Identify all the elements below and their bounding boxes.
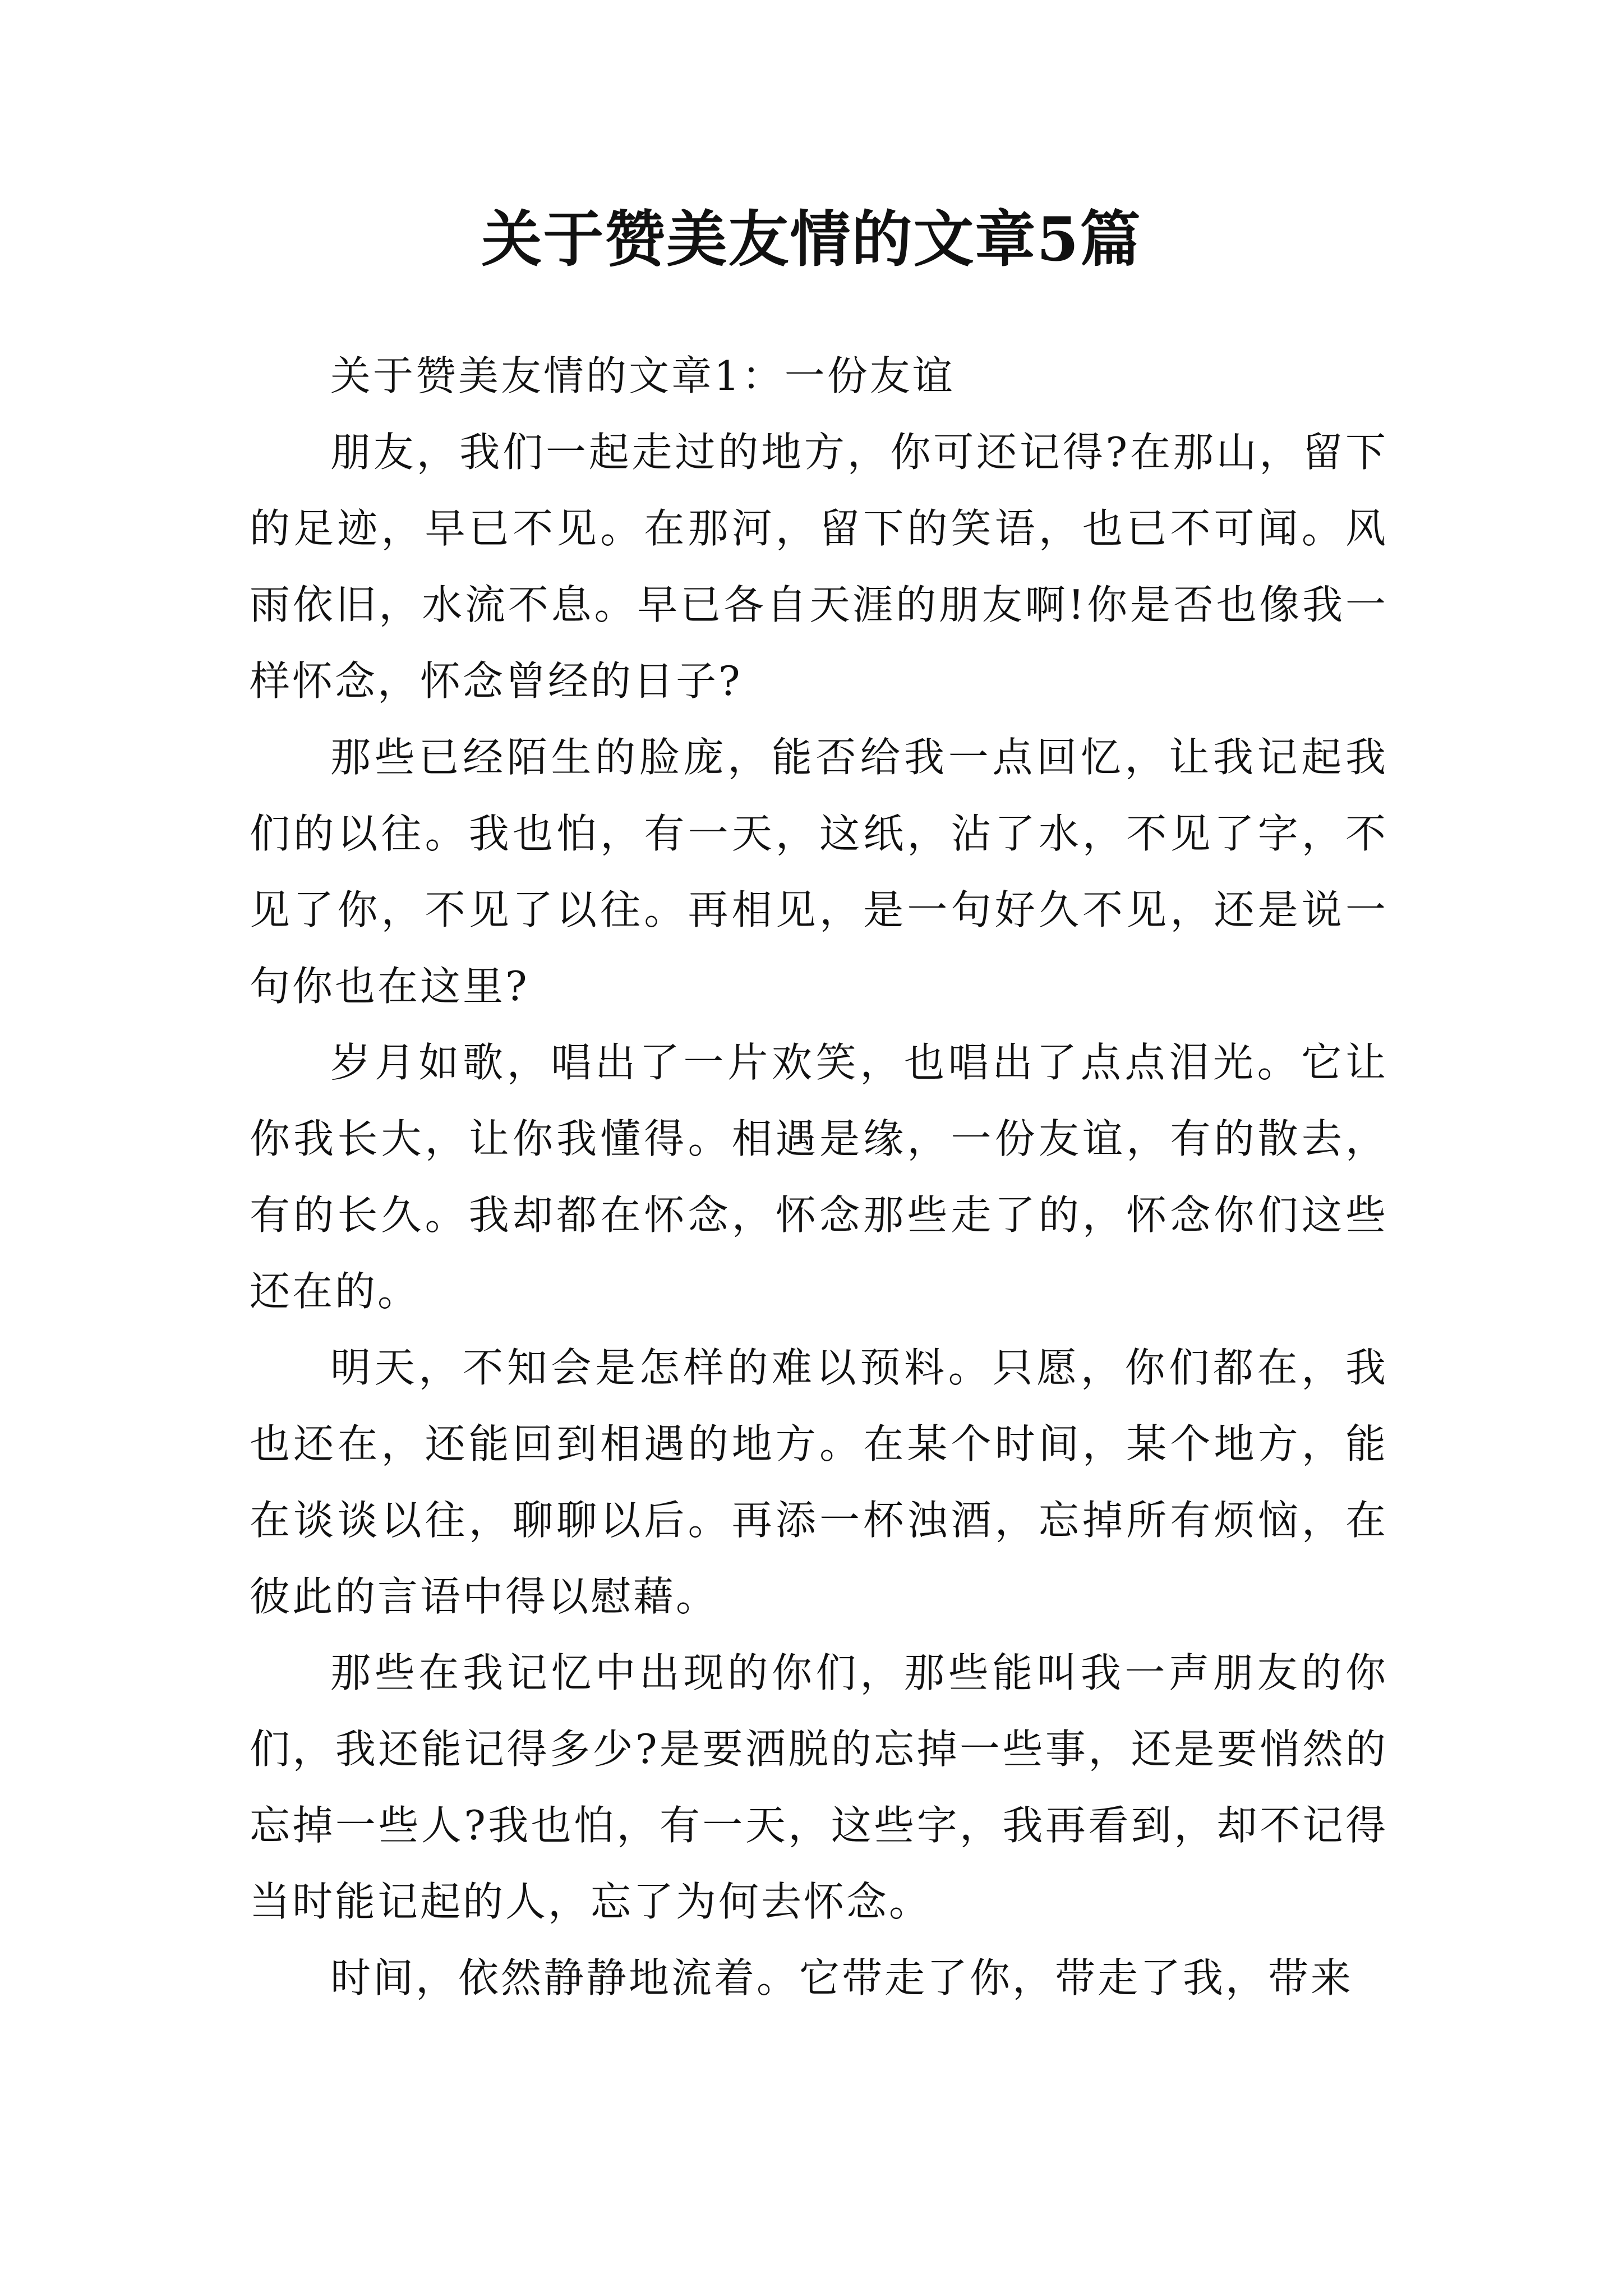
article-subtitle: 关于赞美友情的文章1：一份友谊: [330, 352, 955, 399]
paragraph: 那些已经陌生的脸庞，能否给我一点回忆，让我记起我们的以往。我也怕，有一天，这纸，沾了水，不见了字，不见了你，不见了以往。再相见，是一句好久不见，还是说一句你也在这里?: [250, 734, 1388, 1010]
paragraph: 朋友，我们一起走过的地方，你可还记得?在那山，留下的足迹，早已不见。在那河，留下的笑语，也已不可闻。风雨依旧，水流不息。早已各自天涯的朋友啊!你是否也像我一样怀念，怀念曾经的日子?: [250, 429, 1388, 705]
document-title: 关于赞美友情的文章5篇: [481, 204, 1142, 275]
document-body: [250, 338, 1388, 2016]
paragraph: 那些在我记忆中出现的你们，那些能叫我一声朋友的你们，我还能记得多少?是要洒脱的忘掉一些事，还是要悄然的忘掉一些人?我也怕，有一天，这些字，我再看到，却不记得当时能记起的人，忘了为何去怀念。: [250, 1649, 1388, 1925]
paragraph: 岁月如歌，唱出了一片欢笑，也唱出了点点泪光。它让你我长大，让你我懂得。相遇是缘，一份友谊，有的散去，有的长久。我却都在怀念，怀念那些走了的，怀念你们这些还在的。: [250, 1039, 1388, 1315]
paragraph: 时间，依然静静地流着。它带走了你，带走了我，带来: [330, 1954, 1354, 2001]
paragraph: 明天，不知会是怎样的难以预料。只愿，你们都在，我也还在，还能回到相遇的地方。在某个时间，某个地方，能在谈谈以往，聊聊以后。再添一杯浊酒，忘掉所有烦恼，在彼此的言语中得以慰藉。: [250, 1344, 1388, 1620]
